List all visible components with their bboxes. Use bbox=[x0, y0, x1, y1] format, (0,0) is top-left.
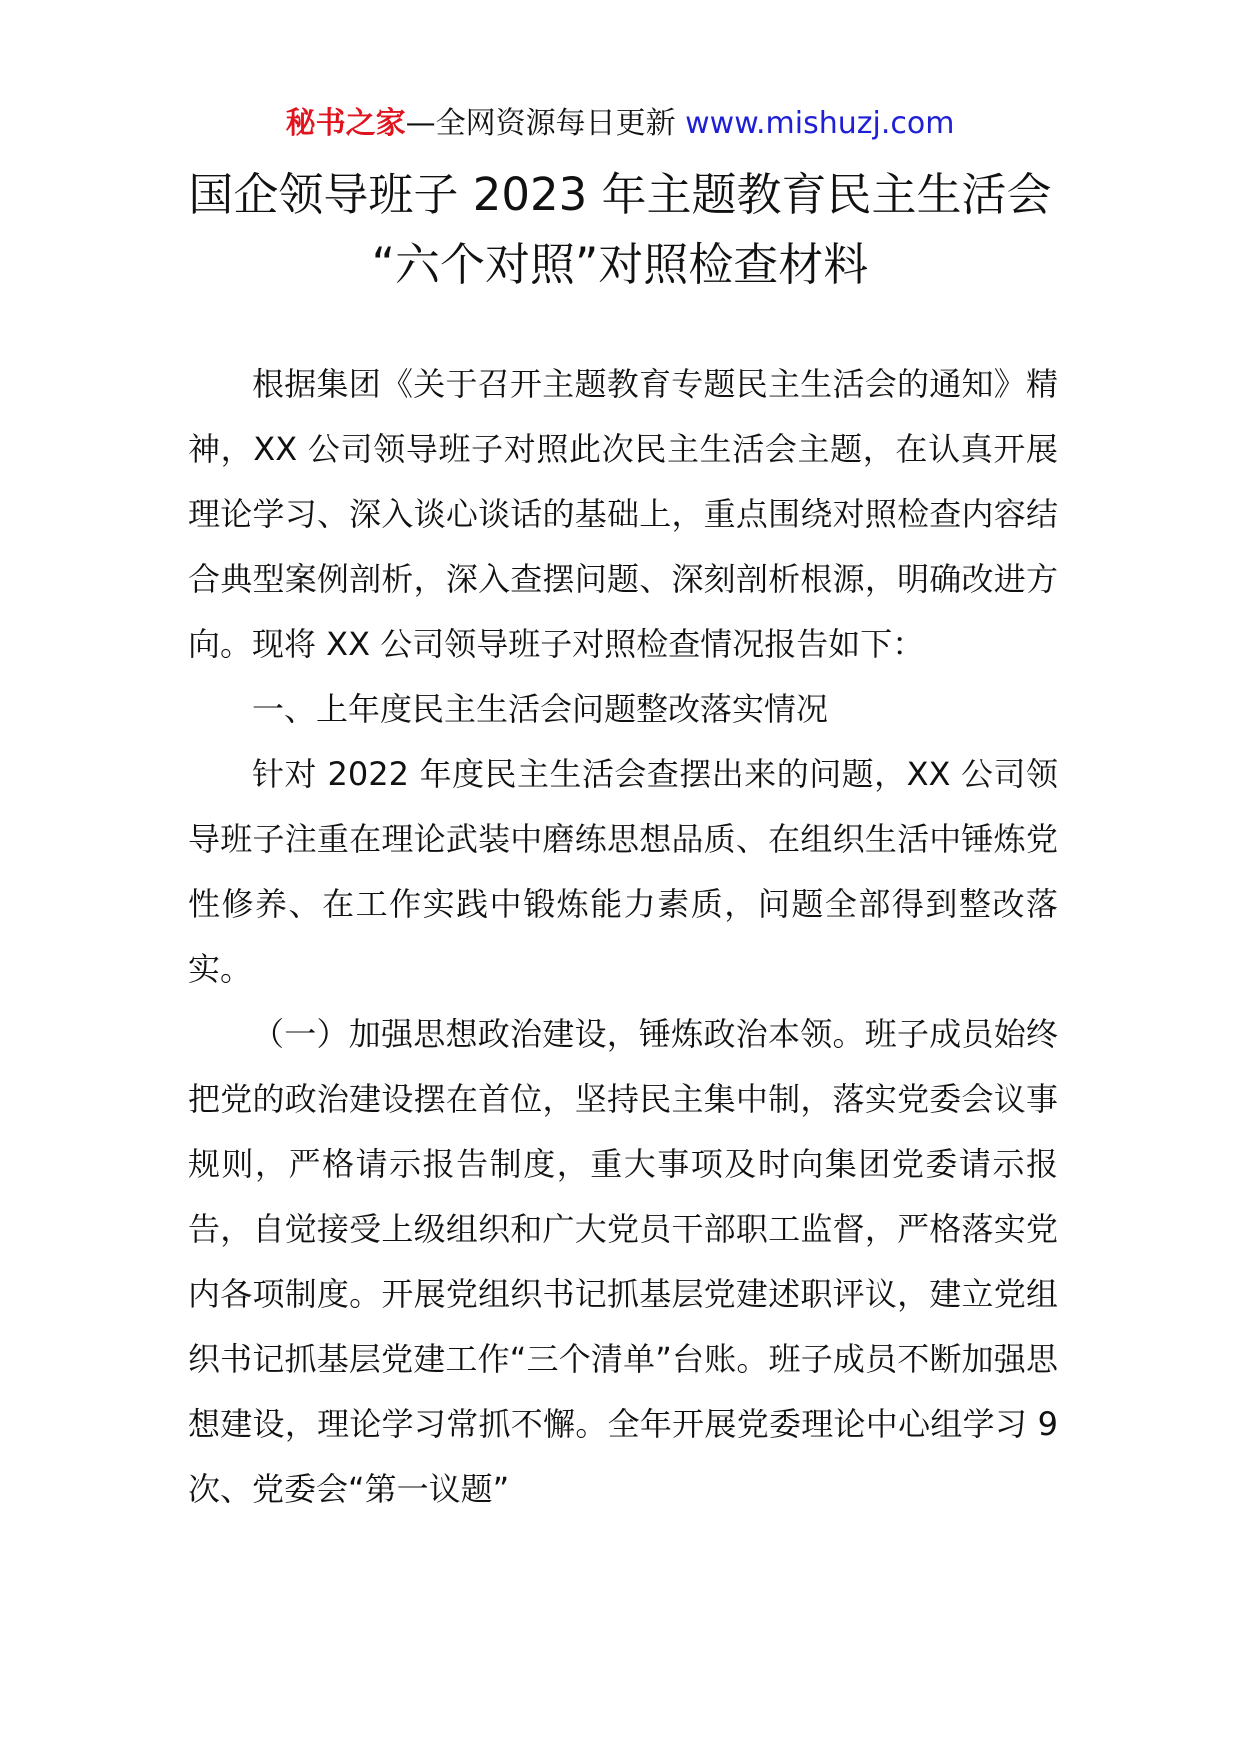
document-title bbox=[0, 160, 1240, 300]
document-title-line-1: 国企领导班子 2023 年主题教育民主生活会 bbox=[188, 168, 1052, 221]
site-brand: 秘书之家 bbox=[285, 106, 406, 141]
paragraph-subsection-1: （一）加强思想政治建设，锤炼政治本领。班子成员始终把党的政治建设摆在首位，坚持民主集中制，落实党委会议事规则，严格请示报告制度，重大事项及时向集团党委请示报告，自觉接受上级组织和广大党员干部职工监督，严格落实党内各项制度。开展党组织书记抓基层党建述职评议，建立党组织书记抓基层党建工作“三个清单”台账。班子成员不断加强思想建设，理论学习常抓不懈。全年开展党委理论中心组学习 9 次、党委会“第一议题” bbox=[188, 1015, 1058, 1508]
site-header bbox=[0, 104, 1240, 144]
paragraph-intro: 根据集团《关于召开主题教育专题民主生活会的通知》精神，XX 公司领导班子对照此次民主生活会主题，在认真开展理论学习、深入谈心谈话的基础上，重点围绕对照检查内容结合典型案例剖析，深入查摆问题、深刻剖析根源，明确改进方向。现将 XX 公司领导班子对照检查情况报告如下： bbox=[188, 365, 1058, 663]
document-body bbox=[188, 352, 1058, 1522]
paragraph-section-1: 针对 2022 年度民主生活会查摆出来的问题，XX 公司领导班子注重在理论武装中磨练思想品质、在组织生活中锤炼党性修养、在工作实践中锻炼能力素质，问题全部得到整改落实。 bbox=[188, 755, 1058, 988]
site-url-link[interactable]: www.mishuzj.com bbox=[685, 106, 955, 141]
section-heading-1: 一、上年度民主生活会问题整改落实情况 bbox=[252, 690, 829, 728]
document-title-line-2: “六个对照”对照检查材料 bbox=[371, 238, 869, 291]
site-slogan: —全网资源每日更新 bbox=[405, 106, 676, 141]
